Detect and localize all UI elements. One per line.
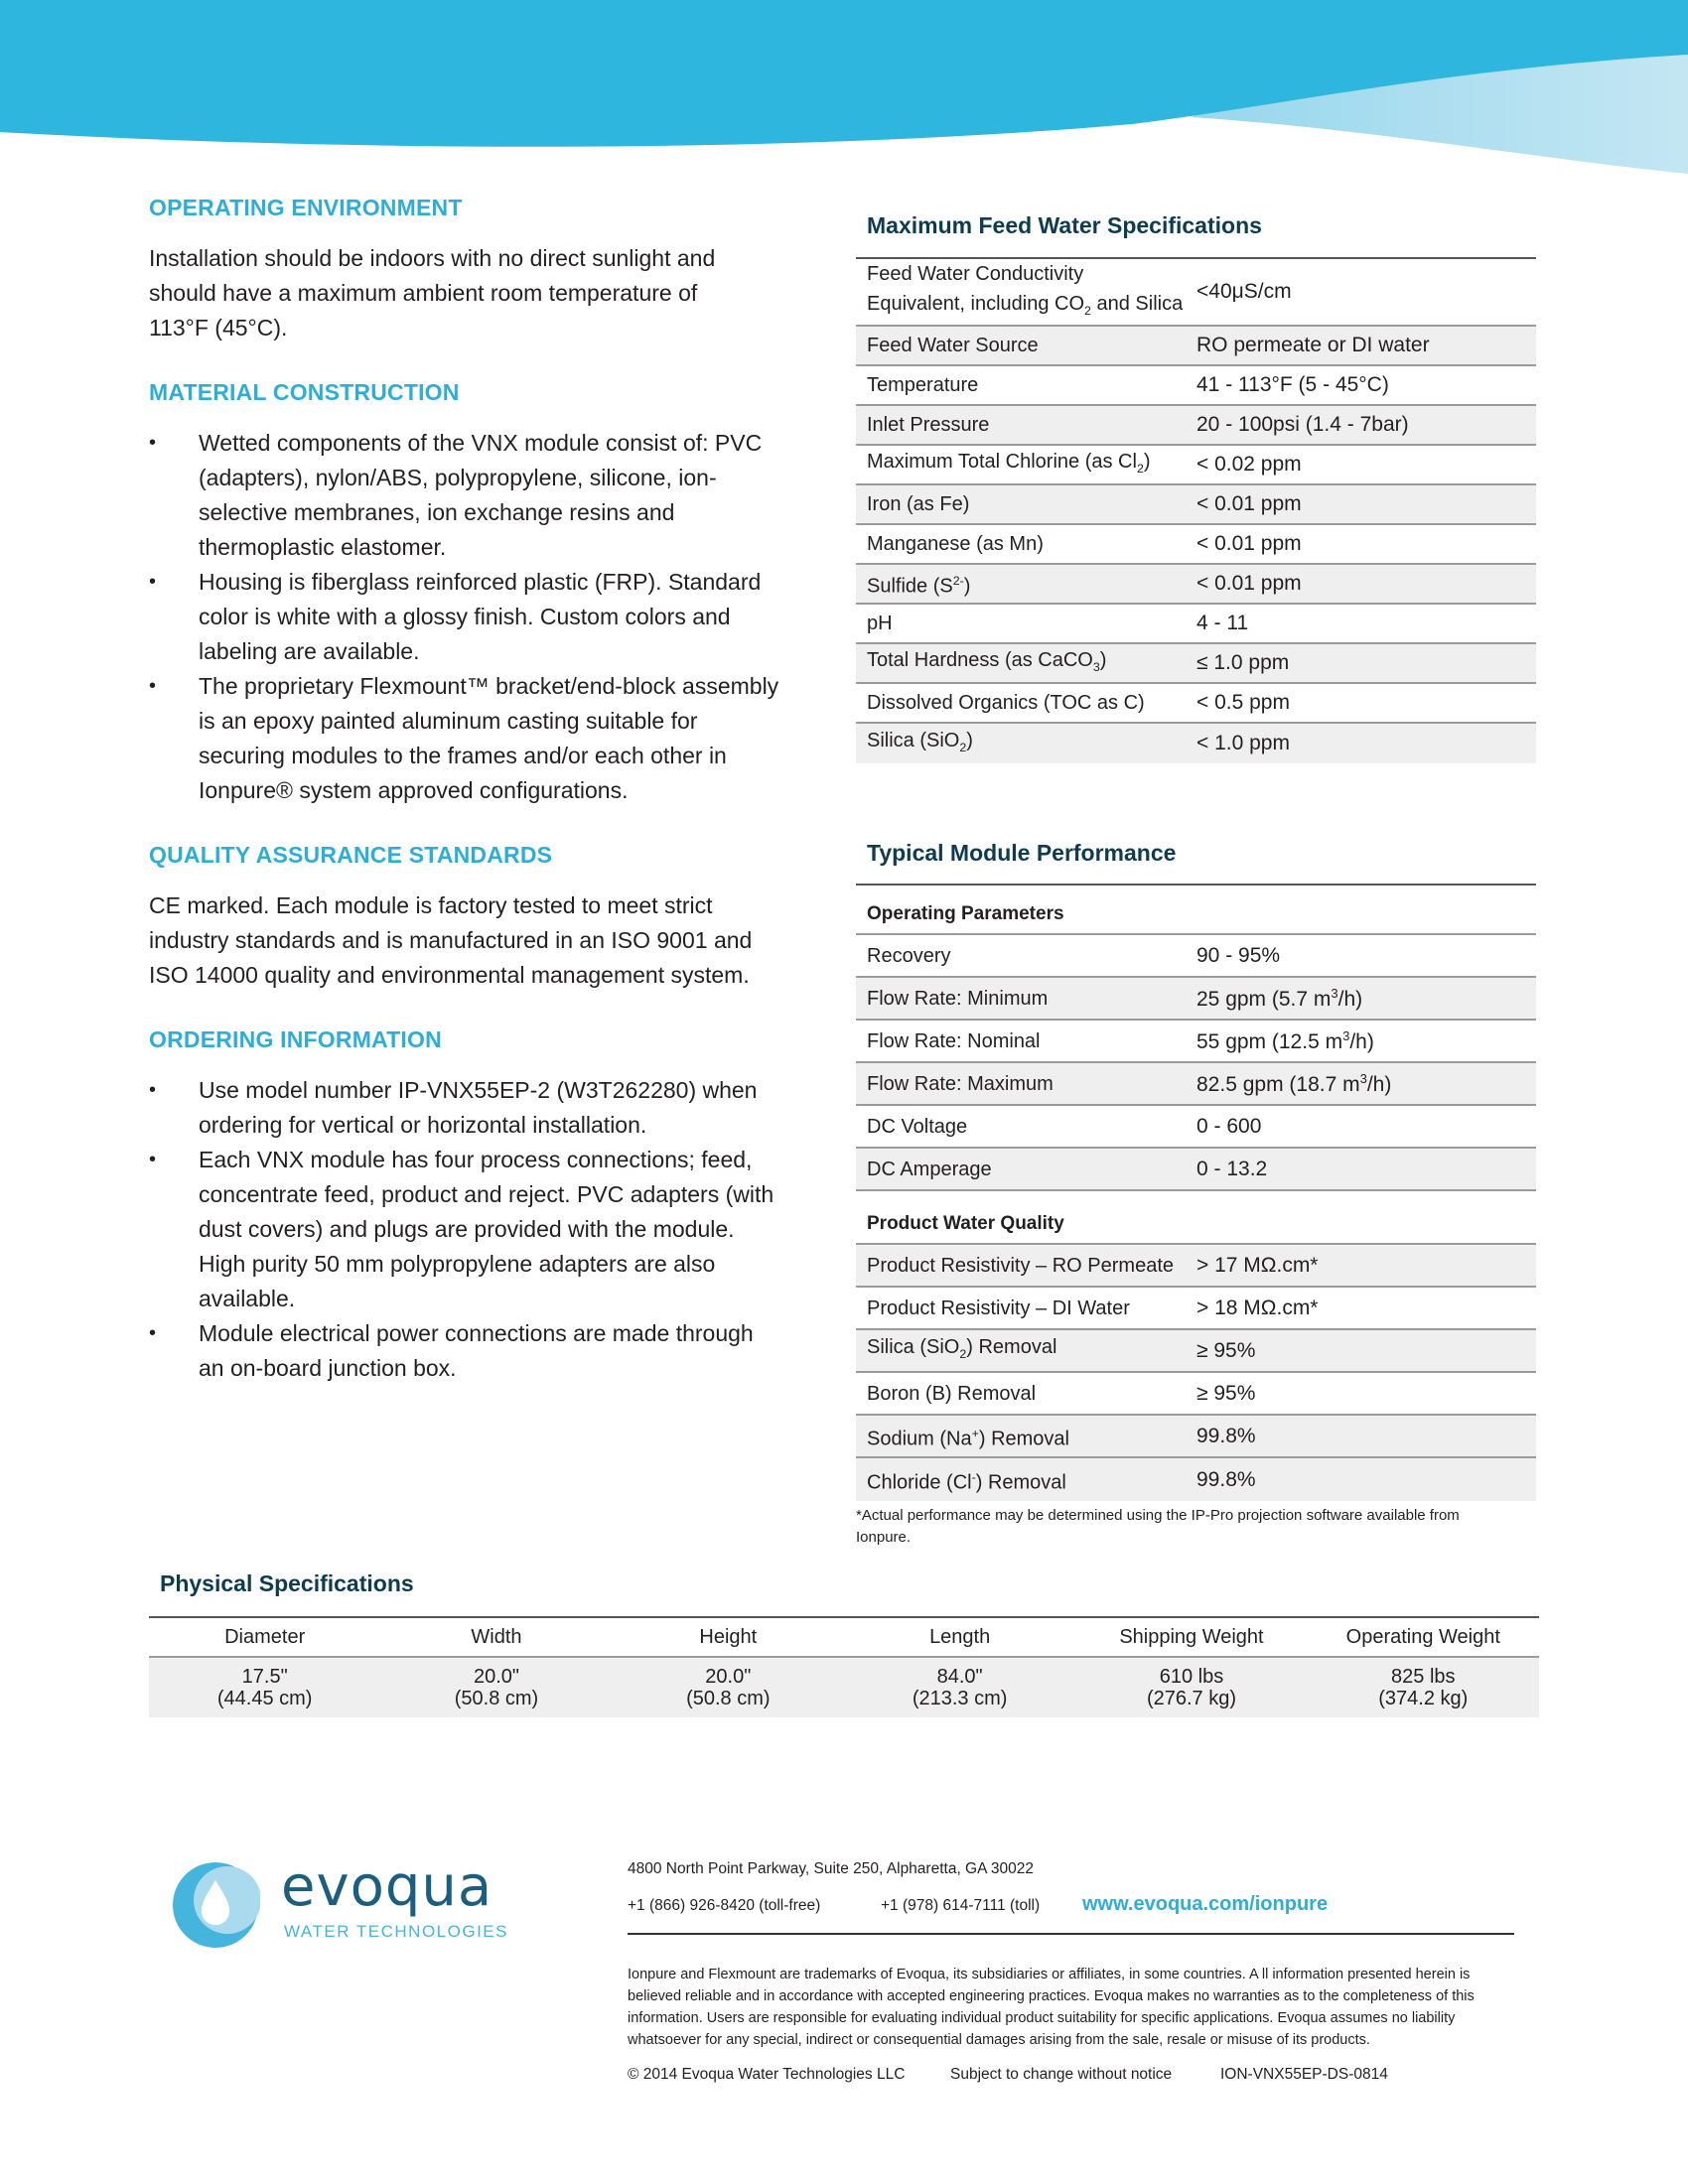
label-part: ) xyxy=(966,729,973,751)
row-label xyxy=(856,566,1196,602)
table-row xyxy=(856,485,1536,525)
value-part: /h) xyxy=(1349,1029,1374,1053)
list-item: • Each VNX module has four process connections; feed, concentrate feed, product and reject. PVC adapters (with dust covers) and plugs are provided with the module. High purity 50 mm polypropylene adapters are also available. xyxy=(149,1143,784,1316)
group-label: Product Water Quality xyxy=(867,1213,1064,1234)
label-subscript: 2 xyxy=(959,740,967,754)
row-value: ≤ 1.0 ppm xyxy=(1196,651,1290,674)
footer-address: 4800 North Point Parkway, Suite 250, Alpharetta, GA 30022 xyxy=(628,1860,1035,1877)
footer-bottom-line xyxy=(628,2066,1388,2084)
cell-line: 17.5" xyxy=(241,1666,288,1688)
quality-assurance-text: CE marked. Each module is factory tested to meet strict industry standards and is manufactured in an ISO 9001 and ISO 14000 quality and environmental management system. xyxy=(149,892,753,988)
row-label: Recovery xyxy=(867,944,951,967)
row-label: DC Amperage xyxy=(867,1158,992,1180)
column-header: Length xyxy=(929,1626,991,1648)
label-part: Equivalent, including CO xyxy=(867,292,1085,315)
value-part: 82.5 gpm (18.7 m xyxy=(1196,1072,1360,1096)
row-label: Dissolved Organics (TOC as C) xyxy=(867,692,1145,714)
row-value: < 0.01 ppm xyxy=(1196,492,1302,515)
value-part: /h) xyxy=(1337,987,1363,1011)
row-label: Feed Water Source xyxy=(867,335,1039,356)
list-item: • Housing is fiberglass reinforced plastic (FRP). Standard color is white with a glossy finish. Custom colors and labeling are available. xyxy=(149,565,784,669)
label-part: Total Hardness (as CaCO xyxy=(867,648,1093,671)
quality-assurance-section xyxy=(149,842,784,993)
label-subscript: 2 xyxy=(959,1347,967,1361)
left-column xyxy=(149,195,784,1420)
cell-line: (50.8 cm) xyxy=(454,1688,539,1709)
table-cell xyxy=(844,1666,1075,1709)
row-label: Flow Rate: Maximum xyxy=(867,1072,1054,1095)
cell-line: (374.2 kg) xyxy=(1378,1688,1469,1709)
table-row xyxy=(856,327,1536,366)
row-value xyxy=(1196,1028,1536,1054)
row-value: > 17 MΩ.cm* xyxy=(1196,1253,1319,1277)
table-cell xyxy=(1308,1666,1539,1709)
ordering-information-heading: ORDERING INFORMATION xyxy=(149,1026,442,1052)
table-row xyxy=(856,1288,1536,1330)
physical-specs-value-row xyxy=(149,1658,1539,1717)
feed-water-table xyxy=(856,257,1536,763)
group-label: Operating Parameters xyxy=(867,903,1064,924)
table-row xyxy=(856,1149,1536,1191)
row-label xyxy=(856,645,1196,682)
row-label xyxy=(856,1332,1196,1369)
label-part: Sulfide (S xyxy=(867,575,953,598)
table-row xyxy=(856,1245,1536,1288)
row-value: < 0.01 ppm xyxy=(1196,532,1302,555)
table-row xyxy=(856,259,1536,327)
physical-specs-title: Physical Specifications xyxy=(160,1570,414,1596)
group-row-operating xyxy=(856,886,1536,935)
list-item: • The proprietary Flexmount™ bracket/end-block assembly is an epoxy painted aluminum casting suitable for securing modules to the frames and/or each other in Ionpure® system approved configurations. xyxy=(149,669,784,808)
label-part: ) Removal xyxy=(966,1336,1057,1358)
ordering-information-section xyxy=(149,1026,784,1386)
label-part: ) Removal xyxy=(975,1471,1066,1494)
footer-contact-line xyxy=(628,1893,1328,1916)
table-row xyxy=(856,1106,1536,1149)
table-row xyxy=(856,644,1536,684)
table-row xyxy=(856,1416,1536,1458)
cell-line: 610 lbs xyxy=(1159,1666,1224,1688)
label-part: ) xyxy=(1143,450,1151,473)
table-row xyxy=(856,406,1536,446)
change-notice: Subject to change without notice xyxy=(950,2066,1173,2083)
operating-environment-text: Installation should be indoors with no direct sunlight and should have a maximum ambient room temperature of 113°F (45°C). xyxy=(149,245,716,341)
row-value: 99.8% xyxy=(1196,1467,1256,1491)
row-value: ≥ 95% xyxy=(1196,1338,1256,1362)
row-value: ≥ 95% xyxy=(1196,1381,1256,1405)
logo-wordmark: evoqua xyxy=(281,1854,493,1919)
phone-toll: +1 (978) 614-7111 (toll) xyxy=(881,1897,1041,1914)
row-label xyxy=(856,259,1196,326)
row-value: < 0.5 ppm xyxy=(1196,691,1290,714)
phone-tollfree: +1 (866) 926-8420 (toll-free) xyxy=(628,1897,821,1914)
row-value: <40μS/cm xyxy=(1196,280,1292,303)
conductivity-label-line2 xyxy=(867,289,1196,326)
list-item: • Module electrical power connections are made through an on-board junction box. xyxy=(149,1316,784,1386)
row-value: > 18 MΩ.cm* xyxy=(1196,1296,1319,1319)
column-header: Shipping Weight xyxy=(1119,1626,1264,1648)
cell-line: 20.0" xyxy=(473,1666,519,1688)
row-label: Boron (B) Removal xyxy=(867,1382,1037,1405)
document-id: ION-VNX55EP-DS-0814 xyxy=(1220,2066,1388,2083)
table-row xyxy=(856,1021,1536,1063)
label-subscript: 3 xyxy=(1092,659,1100,674)
label-part: and Silica xyxy=(1090,292,1184,315)
cell-line: 20.0" xyxy=(705,1666,752,1688)
physical-specs-table xyxy=(149,1616,1539,1717)
column-header: Operating Weight xyxy=(1345,1626,1500,1648)
value-superscript: 3 xyxy=(1359,1070,1367,1086)
group-row-product xyxy=(856,1191,1536,1245)
row-label: DC Voltage xyxy=(867,1115,968,1138)
table-row xyxy=(856,565,1536,605)
row-value: < 1.0 ppm xyxy=(1196,732,1290,754)
material-construction-list xyxy=(149,426,784,808)
table-row xyxy=(856,605,1536,644)
row-value: < 0.02 ppm xyxy=(1196,453,1302,476)
row-label xyxy=(856,1462,1196,1498)
list-item: • Use model number IP-VNX55EP-2 (W3T262280) when ordering for vertical or horizontal installation. xyxy=(149,1073,784,1143)
operating-environment-heading: OPERATING ENVIRONMENT xyxy=(149,195,463,220)
table-row xyxy=(856,446,1536,485)
label-superscript: 2- xyxy=(952,574,964,589)
label-subscript: 2 xyxy=(1136,461,1144,476)
row-value: < 0.01 ppm xyxy=(1196,572,1302,595)
table-cell xyxy=(149,1666,380,1709)
table-row xyxy=(856,684,1536,724)
column-header: Width xyxy=(471,1626,522,1648)
column-header: Height xyxy=(699,1626,758,1648)
row-label xyxy=(856,726,1196,762)
feed-water-title: Maximum Feed Water Specifications xyxy=(867,212,1262,238)
cell-line: 825 lbs xyxy=(1391,1666,1456,1688)
row-label xyxy=(856,447,1196,483)
cell-line: (276.7 kg) xyxy=(1146,1688,1236,1709)
table-row xyxy=(856,935,1536,978)
cell-line: (50.8 cm) xyxy=(686,1688,771,1709)
row-label: Product Resistivity – DI Water xyxy=(867,1297,1130,1319)
value-superscript: 3 xyxy=(1342,1027,1350,1043)
table-row xyxy=(856,724,1536,763)
performance-title: Typical Module Performance xyxy=(867,840,1177,866)
material-construction-heading: MATERIAL CONSTRUCTION xyxy=(149,379,460,405)
table-cell xyxy=(380,1666,612,1709)
label-part: ) Removal xyxy=(978,1428,1069,1450)
table-row xyxy=(856,978,1536,1021)
value-part: 25 gpm (5.7 m xyxy=(1196,987,1332,1011)
row-value: 90 - 95% xyxy=(1196,943,1281,967)
table-row xyxy=(856,366,1536,406)
logo-subtitle: WATER TECHNOLOGIES xyxy=(284,1922,508,1941)
row-value: RO permeate or DI water xyxy=(1196,334,1430,356)
label-part: Silica (SiO xyxy=(867,729,960,751)
row-label: Flow Rate: Minimum xyxy=(867,987,1049,1010)
row-label: Product Resistivity – RO Permeate xyxy=(867,1254,1174,1277)
row-value: 4 - 11 xyxy=(1196,612,1249,634)
performance-table xyxy=(856,884,1536,1501)
label-superscript: + xyxy=(971,1426,979,1440)
value-part: /h) xyxy=(1366,1072,1392,1096)
row-label xyxy=(856,1419,1196,1454)
table-row xyxy=(856,1330,1536,1373)
footer-disclaimer: Ionpure and Flexmount are trademarks of Evoqua, its subsidiaries or affiliates, in some countries. A ll information presented herein is believed reliable and in accordance with accepted engineering practices. Evoqua makes no warranties as to the completeness of this information. Users are responsible for evaluating individual product suitability for specific applications. Evoqua assumes no liability whatsoever for any special, indirect or consequential damages arising from the sale, resale or misuse of its products. xyxy=(628,1967,1475,2048)
row-label: Inlet Pressure xyxy=(867,414,990,436)
row-label: pH xyxy=(867,613,893,634)
cell-line: 84.0" xyxy=(936,1666,983,1688)
row-value: 0 - 600 xyxy=(1196,1114,1262,1138)
table-row xyxy=(856,1373,1536,1416)
row-value: 99.8% xyxy=(1196,1424,1256,1447)
row-value: 20 - 100psi (1.4 - 7bar) xyxy=(1196,413,1409,436)
label-part: Silica (SiO xyxy=(867,1336,960,1358)
row-value xyxy=(1196,986,1536,1012)
table-cell xyxy=(1075,1666,1307,1709)
conductivity-label-line1: Feed Water Conductivity xyxy=(867,262,1084,285)
website-link[interactable]: www.evoqua.com/ionpure xyxy=(1082,1893,1329,1915)
label-part: ) xyxy=(963,575,971,598)
row-value xyxy=(1196,1071,1536,1097)
table-row xyxy=(856,1063,1536,1106)
cell-line: (213.3 cm) xyxy=(912,1688,1008,1709)
quality-assurance-heading: QUALITY ASSURANCE STANDARDS xyxy=(149,842,553,868)
row-label: Flow Rate: Nominal xyxy=(867,1029,1041,1052)
performance-footnote: *Actual performance may be determined using the IP-Pro projection software available from Ionpure. xyxy=(856,1507,1460,1546)
material-construction-section xyxy=(149,379,784,808)
label-superscript: - xyxy=(971,1469,976,1484)
ordering-information-list xyxy=(149,1073,784,1386)
row-value: 41 - 113°F (5 - 45°C) xyxy=(1196,373,1389,396)
column-header: Diameter xyxy=(224,1626,306,1648)
label-subscript: 2 xyxy=(1084,303,1091,318)
table-cell xyxy=(613,1666,844,1709)
header-wave-banner xyxy=(0,0,1688,179)
row-label: Iron (as Fe) xyxy=(867,493,970,515)
footer-divider xyxy=(628,1933,1514,1935)
copyright: © 2014 Evoqua Water Technologies LLC xyxy=(628,2066,906,2083)
cell-line: (44.45 cm) xyxy=(216,1688,313,1709)
row-label: Temperature xyxy=(867,374,979,396)
table-row xyxy=(856,525,1536,565)
evoqua-drop-logo-icon xyxy=(171,1860,260,1950)
physical-specs-header-row xyxy=(149,1616,1539,1658)
value-part: 55 gpm (12.5 m xyxy=(1196,1029,1343,1053)
label-part: Chloride (Cl xyxy=(867,1471,972,1494)
row-label: Manganese (as Mn) xyxy=(867,533,1044,555)
list-item: • Wetted components of the VNX module consist of: PVC (adapters), nylon/ABS, polypropylene, silicone, ion-selective membranes, ion exchange resins and thermoplastic elastomer. xyxy=(149,426,784,565)
table-row xyxy=(856,1458,1536,1501)
row-value: 0 - 13.2 xyxy=(1196,1157,1268,1180)
value-superscript: 3 xyxy=(1331,985,1338,1001)
operating-environment-section xyxy=(149,195,784,345)
label-part: Maximum Total Chlorine (as Cl xyxy=(867,450,1137,473)
label-part: ) xyxy=(1099,648,1107,671)
label-part: Sodium (Na xyxy=(867,1428,972,1450)
